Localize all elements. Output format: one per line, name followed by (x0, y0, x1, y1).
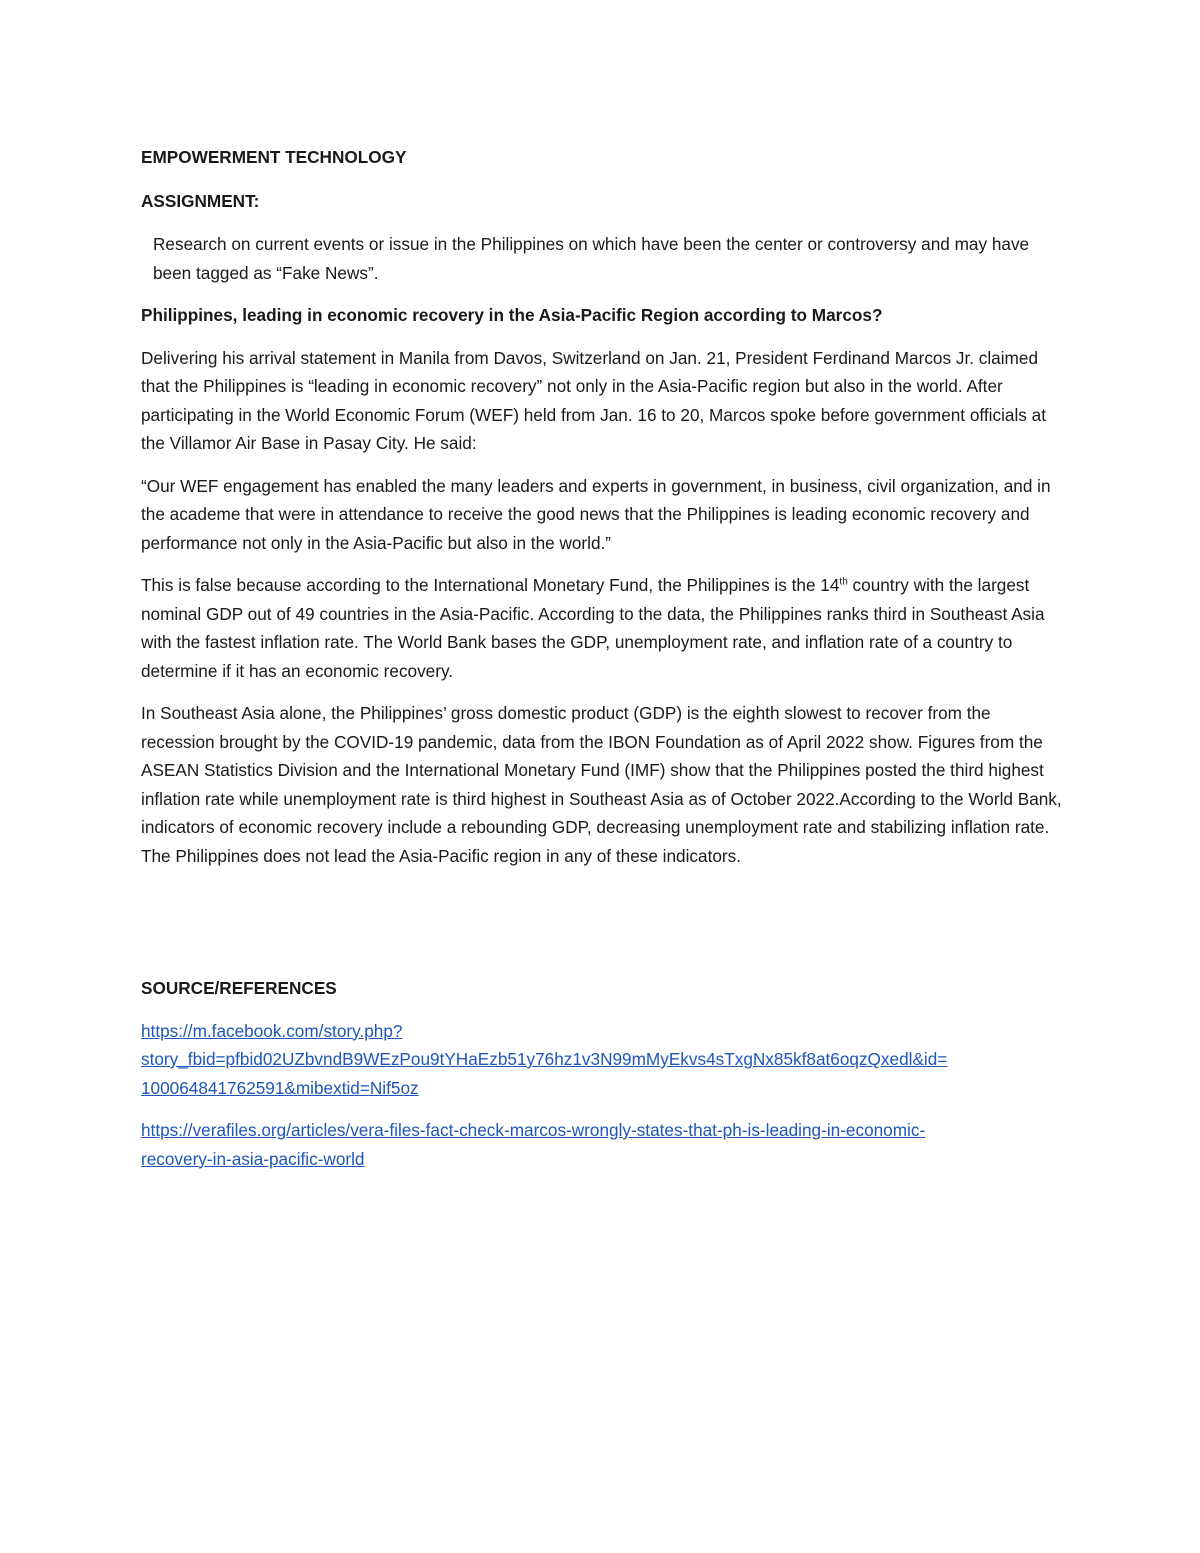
document-title: EMPOWERMENT TECHNOLOGY (141, 147, 407, 167)
document-page (141, 143, 1066, 1187)
blank-space (141, 884, 1066, 974)
reference-link-facebook-line-3[interactable]: 100064841762591&mibextid=Nif5oz (141, 1077, 419, 1098)
sources-heading: SOURCE/REFERENCES (141, 978, 337, 998)
reference-link-facebook[interactable] (141, 1017, 1066, 1103)
reference-link-verafiles-line-1[interactable]: https://verafiles.org/articles/vera-files-fact-check-marcos-wrongly-states-that-ph-is-leading-in-economic- (141, 1120, 926, 1140)
article-headline: Philippines, leading in economic recovery in the Asia-Pacific Region according to Marcos? (141, 305, 883, 325)
paragraph-imf-ranking-start: This is false because according to the International Monetary Fund, the Philippines is the 14 (141, 575, 840, 595)
assignment-label: ASSIGNMENT: (141, 190, 260, 211)
marcos-quote: “Our WEF engagement has enabled the many leaders and experts in government, in business, civil organization, and in the academe that were in attendance to receive the good news that the Philippines is leading economic recovery and performance not only in the Asia-Pacific but also in the world.” (141, 475, 1051, 553)
paragraph-arrival-statement: Delivering his arrival statement in Manila from Davos, Switzerland on Jan. 21, President Ferdinand Marcos Jr. claimed that the Philippines is “leading in economic recovery” not only in the Asia-Pacific region but also in the world. After participating in the World Economic Forum (WEF) held from Jan. 16 to 20, Marcos spoke before government officials at the Villamor Air Base in Pasay City. He said: (141, 347, 1046, 453)
reference-link-facebook-line-1[interactable]: https://m.facebook.com/story.php? (141, 1020, 403, 1041)
paragraph-southeast-asia: In Southeast Asia alone, the Philippines’ gross domestic product (GDP) is the eighth slowest to recover from the recession brought by the COVID-19 pandemic, data from the IBON Foundation as of April 2022 show. Figures from the ASEAN Statistics Division and the International Monetary Fund (IMF) show that the Philippines posted the third highest inflation rate while unemployment rate is third highest in Southeast Asia as of October 2022.According to the World Bank, indicators of economic recovery include a rebounding GDP, decreasing unemployment rate and stabilizing inflation rate. The Philippines does not lead the Asia-Pacific region in any of these indicators. (141, 703, 1062, 866)
ordinal-superscript: th (839, 576, 848, 588)
reference-link-verafiles[interactable] (141, 1116, 1066, 1173)
paragraph-imf-ranking (141, 571, 1066, 685)
assignment-instruction: Research on current events or issue in the Philippines on which have been the center or controversy and may have been tagged as “Fake News”. (153, 234, 1030, 283)
reference-link-facebook-line-2[interactable]: story_fbid=pfbid02UZbvndB9WEzPou9tYHaEzb51y76hz1v3N99mMyEkvs4sTxgNx85kf8at6oqzQxedl&id= (141, 1049, 948, 1069)
reference-link-verafiles-line-2[interactable]: recovery-in-asia-pacific-world (141, 1148, 365, 1169)
paragraph-imf-ranking-end: country with the largest nominal GDP out of 49 countries in the Asia-Pacific. According to the data, the Philippines ranks third in Southeast Asia with the fastest inflation rate. The World Bank bases the GDP, unemployment rate, and inflation rate of a country to determine if it has an economic recovery. (141, 575, 1045, 681)
